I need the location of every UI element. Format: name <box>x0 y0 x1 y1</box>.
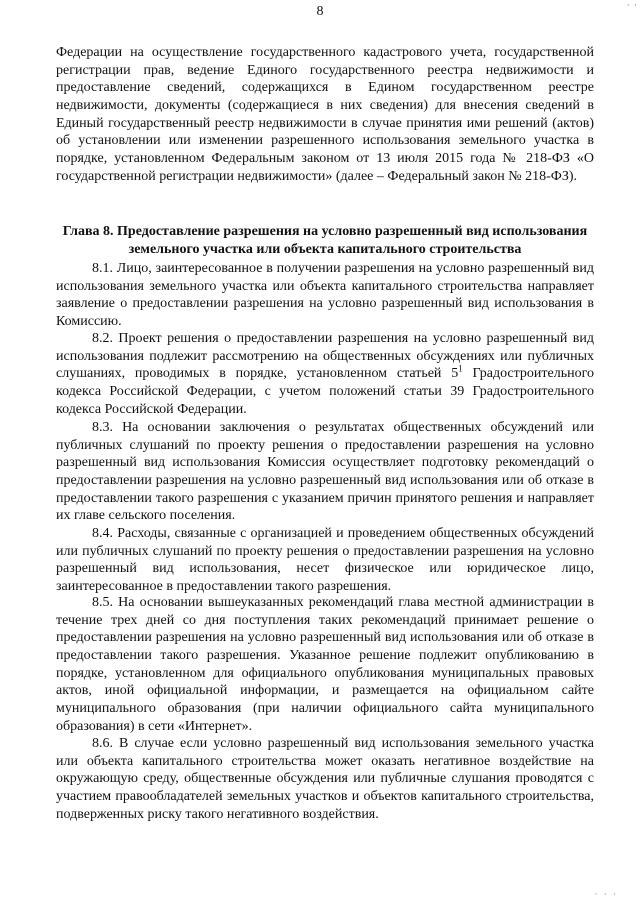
paragraph-8-4: 8.4. Расходы, связанные с организацией и проведением общественных обсуждений или публичных слушаний по проекту решения о предоставлении разрешения на условно разрешенный вид использования, несет физическое или юридическое лицо, заинтересованное в предоставлении такого разрешения. <box>56 526 594 594</box>
article-superscript: 1 <box>458 363 463 374</box>
paragraph-8-3: 8.3. На основании заключения о результатах общественных обсуждений или публичных слушаний по проекту решения о предоставлении разрешения на условно разрешенный вид использования Комиссия осуществляет подготовку рекомендаций о предоставлении разрешения на условно разрешенный вид использования или об отказе в предоставлении такого разрешения с указанием причин принятого решения и направляет их главе сельского поселения. <box>56 420 594 524</box>
lead-paragraph: Федерации на осуществление государственного кадастрового учета, государственной регистрации прав, ведение Единого государственного реестра недвижимости и предоставление сведений, содержащихся в Едином государственном реестре недвижимости, документы (содержащиеся в них сведения) для внесения сведений в Единый государственный реестр недвижимости в случае принятия ими решений (актов) об установлении или изменении разрешенного использования земельного участка в порядке, установленном Федеральным законом от 13 июля 2015 года № 218-ФЗ «О государственной регистрации недвижимости» (далее – Федеральный закон № 218-ФЗ). <box>56 45 594 184</box>
paragraph-8-1: 8.1. Лицо, заинтересованное в получении разрешения на условно разрешенный вид использования земельного участка или объекта капитального строительства направляет заявление о предоставлении разрешения на условно разрешенный вид использования в Комиссию. <box>56 261 594 329</box>
paragraph-8-2 <box>56 330 594 418</box>
paragraph-8-2-text-continued: Градостроительного кодекса Российской Федерации, с учетом положений статьи 39 Градостроительного кодекса Российской Федерации. <box>56 366 594 417</box>
paragraph-8-6: 8.6. В случае если условно разрешенный вид использования земельного участка или объекта капитального строительства может оказать негативное воздействие на окружающую среду, общественные обсуждения или публичные слушания проводятся с участием правообладателей земельных участков и объектов капитального строительства, подверженных риску такого негативного воздействия. <box>56 736 594 822</box>
page-number: 8 <box>316 4 324 19</box>
chapter-title: Глава 8. Предоставление разрешения на условно разрешенный вид использования земельного участка или объекта капитального строительства <box>62 224 588 257</box>
paragraph-8-2-text: 8.2. Проект решения о предоставлении разрешения на условно разрешенный вид использования подлежит рассмотрению на общественных обсуждениях или публичных слушаниях, проводимых в порядке, установленном статьей 5 <box>56 331 594 382</box>
paragraph-8-5: 8.5. На основании вышеуказанных рекомендаций глава местной администрации в течение трех дней со дня поступления таких рекомендаций принимает решение о предоставлении разрешения на условно разрешенный вид использования или об отказе в предоставлении такого разрешения. Указанное решение подлежит опубликованию в порядке, установленном для официального опубликования муниципальных правовых актов, иной официальной информации, и размещается на официальном сайте муниципального образования (при наличии официального сайта муниципального образования) в сети «Интернет». <box>56 595 594 734</box>
scan-footer-mark: · · · <box>594 889 618 899</box>
scan-corner-mark: · · <box>626 0 638 10</box>
